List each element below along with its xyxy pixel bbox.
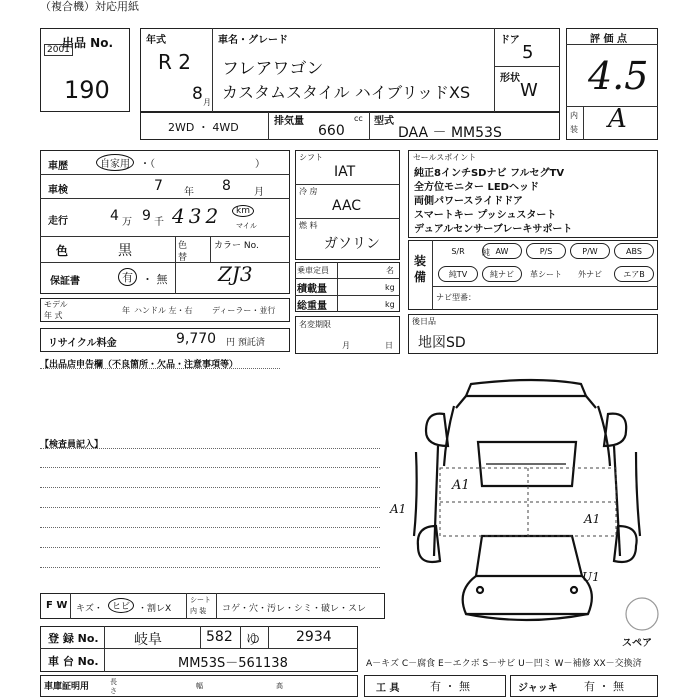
mileage-km: km: [232, 205, 254, 217]
car-diagram: [396, 376, 696, 672]
equipment-top-1: S/R: [451, 247, 465, 256]
mileage-mile: マイル: [236, 222, 257, 230]
score-value: 4.5: [588, 54, 649, 98]
shape-label: 形状: [500, 73, 520, 84]
handle-options: ハンドル 左・右: [134, 306, 193, 315]
fuel-value: ガソリン: [324, 236, 380, 252]
reg-class: 582: [206, 629, 233, 645]
load-unit: kg: [385, 283, 395, 292]
capacity-unit: 名: [386, 266, 394, 275]
damage-mark-2: A1: [390, 502, 407, 516]
color-no-value: ZJ3: [218, 262, 253, 286]
equipment-bottom-4: 外ナビ: [578, 270, 602, 279]
equipment-bottom-3: 革シート: [530, 270, 562, 279]
seat-label-2: 内 装: [190, 607, 207, 615]
recycle-unit: 円 預託済: [226, 338, 265, 348]
recycle-value: 9,770: [176, 331, 217, 347]
inspection-month-unit: 月: [254, 187, 264, 198]
name-change-month: 月: [342, 341, 350, 350]
name-label: 車名・グレード: [218, 35, 288, 46]
storage-sub-4: 高: [276, 682, 283, 690]
fw-label: F W: [46, 600, 68, 611]
fw-text-1: キズ・: [76, 604, 103, 614]
equipment-top-5: ABS: [614, 243, 654, 259]
equipment-label-2: 備: [414, 270, 427, 284]
reg-kana: ゆ: [246, 632, 260, 648]
damage-mark-1: A1: [452, 478, 470, 493]
chassis-label: 車 台 No.: [48, 655, 99, 668]
navi-label: ナビ型番：: [436, 293, 476, 302]
era-year: R 2: [158, 50, 191, 74]
name-change-day: 日: [385, 341, 393, 350]
history-label: 車歴: [48, 161, 68, 172]
aw-prefix: 純: [482, 248, 490, 257]
dealer-options: ディーラー・並行: [212, 306, 276, 315]
spare-label: スペア: [622, 638, 652, 649]
retrofit-label: 後日品: [412, 317, 436, 326]
retrofit-value: 地図SD: [418, 335, 466, 351]
cut-line-text: （複合機）対応用紙: [40, 0, 139, 13]
selling-points-label: セールスポイント: [413, 153, 477, 162]
mileage-sen-unit: 千: [154, 217, 164, 228]
color-no-label: カラー No.: [214, 241, 259, 251]
name-change-label: 名変期限: [299, 320, 331, 329]
selling-point-5: デュアルセンサーブレーキサポート: [414, 224, 573, 235]
model-year-unit: 年: [122, 306, 130, 315]
cc-unit: cc: [354, 114, 363, 123]
selling-point-4: スマートキー プッシュスタート: [414, 210, 557, 221]
fw-text-2: ・割レX: [138, 604, 172, 614]
mileage-label: 走行: [48, 216, 68, 227]
fuel-label: 燃 料: [299, 221, 318, 230]
equipment-top-4: P/W: [570, 243, 610, 259]
equipment-bottom-5: エアB: [614, 266, 654, 282]
damage-mark-3: A1: [584, 512, 601, 526]
equipment-top-3: P/S: [526, 243, 566, 259]
fw-circled: ヒビ: [108, 598, 134, 613]
equipment-bottom-2: 純ナビ: [482, 266, 522, 282]
chassis-value: MM53S－561138: [178, 656, 288, 671]
selling-point-3: 両側パワースライドドア: [414, 196, 523, 207]
weight-unit: kg: [385, 300, 395, 309]
jack-value: 有 ・ 無: [584, 680, 624, 693]
equipment-top-2: AW: [482, 243, 522, 259]
shape-value: W: [520, 80, 538, 101]
seat-label-1: シート: [190, 596, 211, 604]
selling-point-2: 全方位モニター LEDヘッド: [414, 182, 539, 193]
doors-value: 5: [522, 42, 534, 63]
inspection-label: 車検: [48, 185, 68, 196]
ac-label: 冷 房: [299, 187, 318, 196]
mileage-sen: 9: [142, 208, 151, 224]
lot-label: 出品 No.: [62, 36, 114, 50]
reg-label: 登 録 No.: [48, 632, 99, 645]
equipment-bottom-1: 純TV: [438, 266, 478, 282]
tools-label: 工 具: [376, 683, 400, 694]
inspection-month: 8: [222, 178, 231, 194]
vehicle-grade: カスタムスタイル ハイブリッドXS: [222, 83, 471, 102]
mileage-rest: 432: [172, 204, 223, 228]
color-value: 黒: [118, 243, 132, 259]
tools-value: 有 ・ 無: [430, 680, 470, 693]
score-label: 評 価 点: [590, 34, 627, 45]
month-value: 8: [192, 84, 203, 104]
storage-sub-3: 幅: [196, 682, 203, 690]
capacity-label: 乗車定員: [297, 266, 329, 275]
model-label: 型式: [374, 116, 394, 127]
mileage-man: 4: [110, 208, 119, 224]
equipment-label-1: 装: [414, 254, 427, 268]
storage-sub-2: さ: [110, 687, 117, 695]
load-label: 積載量: [297, 284, 327, 295]
interior-label-2: 装: [570, 125, 578, 134]
dealer-notes-label: 【出品店申告欄（不良箇所・欠品・注意事項等）: [40, 360, 239, 370]
history-rest: ・（ ）: [140, 159, 265, 170]
displacement-value: 660: [318, 123, 345, 139]
shift-value: IAT: [334, 164, 356, 180]
month-unit: 月: [203, 98, 211, 107]
shift-label: シフト: [299, 153, 323, 162]
mileage-man-unit: 万: [122, 217, 132, 228]
jack-label: ジャッキ: [518, 683, 558, 694]
damage-legend: A－キズ C－腐食 E－エクボ S－サビ U－凹ミ W－補修 XX－交換済: [366, 659, 642, 669]
ac-value: AAC: [332, 198, 362, 214]
reg-office: 岐阜: [134, 632, 162, 648]
doors-label: ドア: [500, 35, 520, 46]
warranty-sep: ・ 無: [142, 273, 168, 286]
inspector-notes-label: 【検査員記入】: [40, 440, 104, 450]
weight-label: 総重量: [297, 301, 327, 312]
color-change-2: 替: [178, 253, 188, 263]
warranty-yes: 有: [118, 268, 137, 286]
vehicle-name: フレアワゴン: [222, 59, 324, 79]
model-value: DAA － MM53S: [398, 125, 502, 141]
reg-number: 2934: [296, 629, 332, 645]
seat-text: コゲ・穴・汚レ・シミ・破レ・スレ: [222, 604, 367, 614]
interior-label-1: 内: [570, 111, 578, 120]
history-value: 自家用: [96, 154, 134, 171]
storage-label: 車庫証明用: [44, 682, 90, 692]
warranty-label: 保証書: [50, 276, 80, 287]
interior-grade: A: [608, 104, 627, 134]
recycle-label: リサイクル料金: [48, 338, 117, 349]
model-year-label-2: 年 式: [44, 311, 63, 320]
lot-tag: 2001: [44, 44, 73, 56]
displacement-label: 排気量: [274, 116, 304, 127]
color-change-1: 色: [178, 241, 188, 251]
storage-sub-1: 長: [110, 678, 117, 686]
drive-value: 2WD ・ 4WD: [168, 121, 239, 134]
year-label: 年式: [146, 35, 166, 46]
inspection-year: 7: [154, 178, 163, 194]
selling-point-1: 純正8インチSDナビ フルセグTV: [414, 168, 565, 179]
model-year-label-1: モデル: [44, 300, 68, 309]
damage-mark-4: U1: [582, 570, 600, 584]
color-label: 色: [56, 244, 69, 258]
lot-number: 190: [64, 76, 110, 104]
inspection-year-unit: 年: [184, 187, 194, 198]
